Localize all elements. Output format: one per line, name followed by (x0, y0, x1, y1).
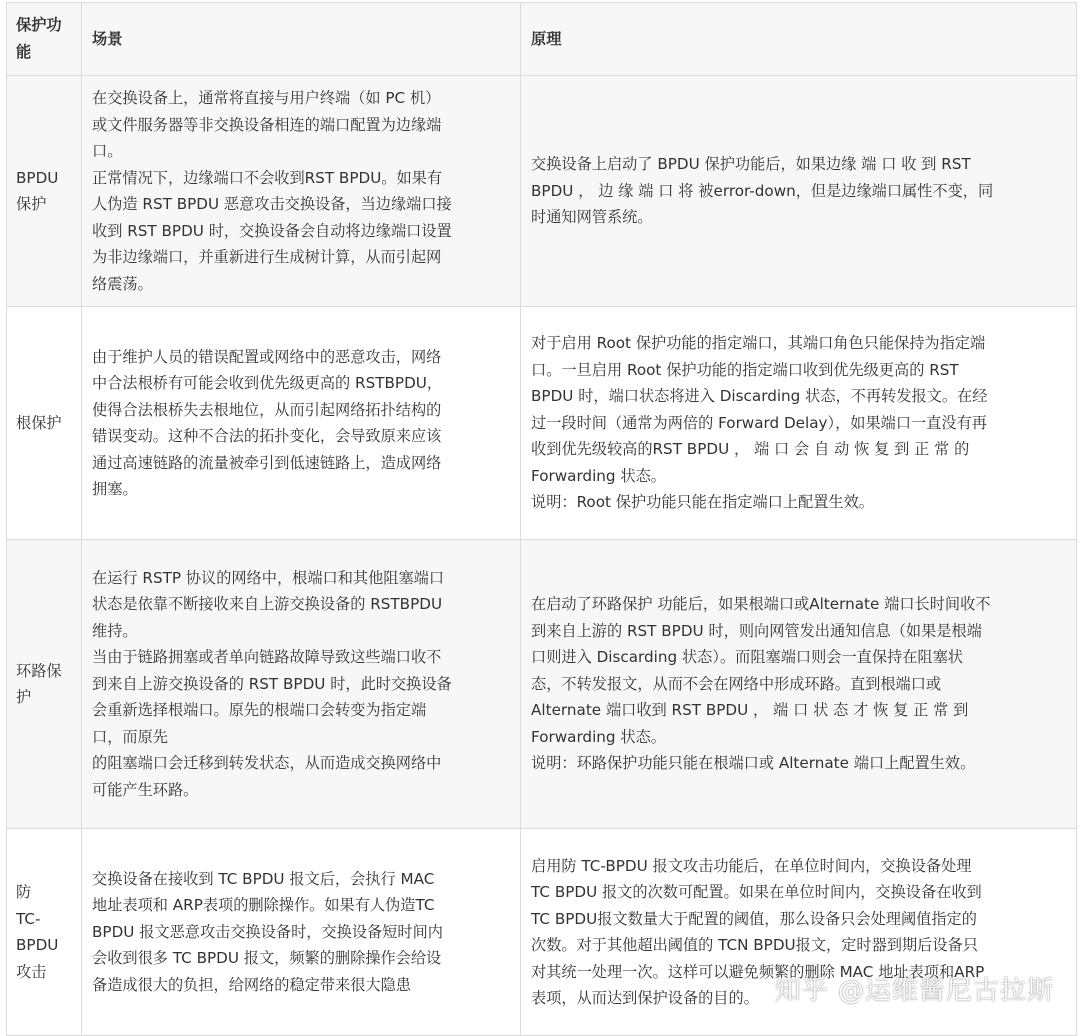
table-row (7, 540, 1077, 829)
table-row (7, 76, 1077, 307)
principle-cell: 对于启用 Root 保护功能的指定端口，其端口角色只能保持为指定端 口。一旦启用 Root 保护功能的指定端口收到优先级更高的 RST BPDU 时，端口状态将进入 Discarding 状态，不再转发报文。在经 过一段时间（通常为两倍的 Forward Delay），如果端口一直没有再 收到优先级较高的RST BPDU ， 端 口 会 自 动 恢 复 到 正 常 的 Forwarding 状态。 说明：Root 保护功能只能在指定端口上配置生效。 (521, 307, 1077, 539)
scenario-cell: 交换设备在接收到 TC BPDU 报文后，会执行 MAC 地址表项和 ARP表项的删除操作。如果有人伪造TC BPDU 报文恶意攻击交换设备时，交换设备短时间内 会收到很多 TC BPDU 报文，频繁的删除操作会给设 备造成很大的负担，给网络的稳定带来很大隐患 (82, 829, 521, 1035)
table-row (7, 307, 1077, 540)
feature-cell: BPDU 保护 (7, 76, 82, 306)
principle-cell: 在启动了环路保护 功能后，如果根端口或Alternate 端口长时间收不 到来自上游的 RST BPDU 时，则向网管发出通知信息（如果是根端 口则进入 Discarding 状态）。而阻塞端口则会一直保持在阻塞状 态，不转发报文，从而不会在网络中形成环路。直到根端口或 Alternate 端口收到 RST BPDU ， 端 口 状 态 才 恢 复 正 常 到 Forwarding 状态。 说明：环路保护功能只能在根端口或 Alternate 端口上配置生效。 (521, 540, 1077, 828)
feature-cell: 根保护 (7, 307, 82, 539)
feature-cell: 防 TC- BPDU 攻击 (7, 829, 82, 1035)
header-scenario: 场景 (82, 3, 521, 75)
principle-cell: 启用防 TC-BPDU 报文攻击功能后，在单位时间内，交换设备处理 TC BPDU 报文的次数可配置。如果在单位时间内，交换设备在收到 TC BPDU报文数量大于配置的阈值，那么设备只会处理阈值指定的 次数。对于其他超出阈值的 TCN BPDU报文，定时器到期后设备只 对其统一处理一次。这样可以避免频繁的删除 MAC 地址表项和ARP 表项，从而达到保护设备的目的。 (521, 829, 1077, 1035)
principle-cell: 交换设备上启动了 BPDU 保护功能后，如果边缘 端 口 收 到 RST BPDU ， 边 缘 端 口 将 被error-down，但是边缘端口属性不变，同 时通知网管系统。 (521, 76, 1077, 306)
header-principle: 原理 (521, 3, 1077, 75)
scenario-cell: 由于维护人员的错误配置或网络中的恶意攻击，网络 中合法根桥有可能会收到优先级更高的 RSTBPDU， 使得合法根桥失去根地位，从而引起网络拓扑结构的 错误变动。这种不合法的拓扑变化，会导致原来应该 通过高速链路的流量被牵引到低速链路上，造成网络 拥塞。 (82, 307, 521, 539)
zhihu-watermark: 知乎 @运维酱尼古拉斯 (774, 976, 1054, 1006)
scenario-cell: 在交换设备上，通常将直接与用户终端（如 PC 机） 或文件服务器等非交换设备相连的端口配置为边缘端 口。 正常情况下，边缘端口不会收到RST BPDU。如果有 人伪造 RST BPDU 恶意攻击交换设备，当边缘端口接 收到 RST BPDU 时，交换设备会自动将边缘端口设置 为非边缘端口，并重新进行生成树计算，从而引起网 络震荡。 (82, 76, 521, 306)
feature-cell: 环路保 护 (7, 540, 82, 828)
table-header-row (7, 3, 1077, 76)
scenario-cell: 在运行 RSTP 协议的网络中，根端口和其他阻塞端口 状态是依靠不断接收来自上游交换设备的 RSTBPDU 维持。 当由于链路拥塞或者单向链路故障导致这些端口收不 到来自上游交换设备的 RST BPDU 时，此时交换设备 会重新选择根端口。原先的根端口会转变为指定端 口，而原先 的阻塞端口会迁移到转发状态，从而造成交换网络中 可能产生环路。 (82, 540, 521, 828)
protection-features-table (6, 2, 1077, 1036)
header-feature: 保护功 能 (7, 3, 82, 75)
